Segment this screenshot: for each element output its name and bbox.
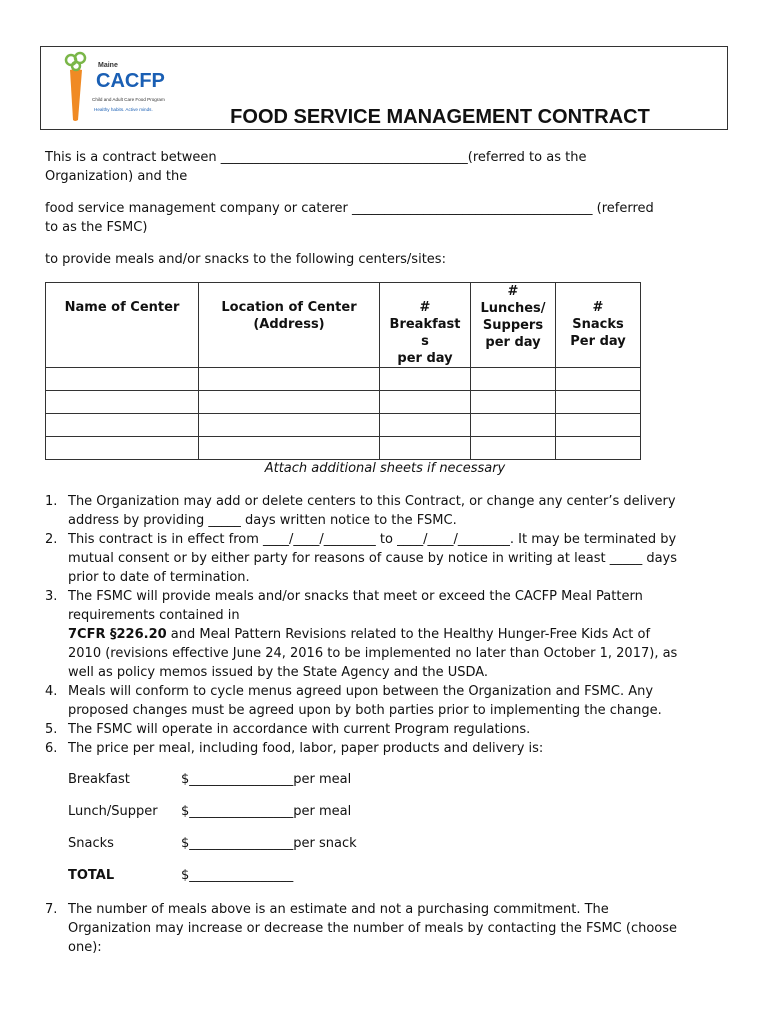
price-total: TOTAL $________________	[68, 868, 294, 883]
header-snacks: # Snacks Per day	[556, 283, 641, 368]
document-title: FOOD SERVICE MANAGEMENT CONTRACT	[230, 106, 650, 128]
carrot-icon	[66, 53, 85, 121]
intro-line-3: food service management company or caterer _____________________________________ (referred	[45, 201, 654, 216]
term-7: 7. The number of meals above is an estimate and not a purchasing commitment. The Organization may increase or decrease the number of meals by contacting the FSMC (choose one):	[45, 902, 678, 955]
term-3: 3. The FSMC will provide meals and/or snacks that meet or exceed the CACFP Meal Pattern requirements contained in 7CFR §226.20 and Meal Pattern Revisions related to the Healthy Hunger-Free Kids Act of 2010 (revisions effective June 24, 2016 to be implemented no later than October 1, 2017), as well as policy memos issued by the State Agency and the USDA.	[45, 589, 678, 680]
table-header-row	[46, 283, 641, 368]
term-5: 5. The FSMC will operate in accordance with current Program regulations.	[45, 722, 531, 737]
term-6: 6. The price per meal, including food, labor, paper products and delivery is:	[45, 741, 544, 756]
logo-brand: CACFP	[96, 70, 165, 92]
contract-terms-list	[45, 492, 735, 758]
table-row	[46, 437, 641, 460]
table-row	[46, 391, 641, 414]
term-2: 2. This contract is in effect from ____/____/________ to ____/____/________. It may be terminated by mutual consent or by either party for reasons of cause by notice in writing at least _____ days prior to date of termination.	[45, 532, 678, 585]
term-4: 4. Meals will conform to cycle menus agreed upon between the Organization and FSMC. Any proposed changes must be agreed upon by both parties prior to implementing the change.	[45, 684, 662, 718]
header-lunches: # Lunches/ Suppers per day	[471, 283, 556, 368]
attach-note: Attach additional sheets if necessary	[264, 461, 506, 476]
intro-line-1: This is a contract between ______________________________________(referred to as the	[45, 150, 587, 165]
price-breakfast: Breakfast $________________per meal	[68, 772, 352, 787]
price-lunch-field[interactable]: $________________per meal	[181, 804, 352, 819]
price-snacks-field[interactable]: $________________per snack	[181, 836, 357, 851]
price-snacks: Snacks $________________per snack	[68, 836, 357, 851]
table-row	[46, 414, 641, 437]
intro-line-4: to as the FSMC)	[45, 220, 148, 235]
term-1: 1. The Organization may add or delete centers to this Contract, or change any center’s delivery address by providing _____ days written notice to the FSMC.	[45, 494, 676, 528]
header-breakfasts: # Breakfast s per day	[380, 283, 471, 368]
logo-tagline-2: Healthy habits. Active minds.	[94, 107, 153, 112]
header-location: Location of Center (Address)	[199, 283, 380, 368]
price-total-field[interactable]: $________________	[181, 868, 294, 883]
price-lunch: Lunch/Supper $________________per meal	[68, 804, 352, 819]
logo-tagline-1: Child and Adult Care Food Program	[92, 97, 165, 102]
intro-line-2: Organization) and the	[45, 169, 188, 184]
logo-state: Maine	[98, 62, 118, 69]
table-row	[46, 368, 641, 391]
cacfp-logo	[62, 50, 192, 122]
header-name-of-center: Name of Center	[46, 283, 199, 368]
intro-line-5: to provide meals and/or snacks to the following centers/sites:	[45, 252, 446, 267]
centers-table	[45, 282, 641, 460]
price-breakfast-field[interactable]: $________________per meal	[181, 772, 352, 787]
